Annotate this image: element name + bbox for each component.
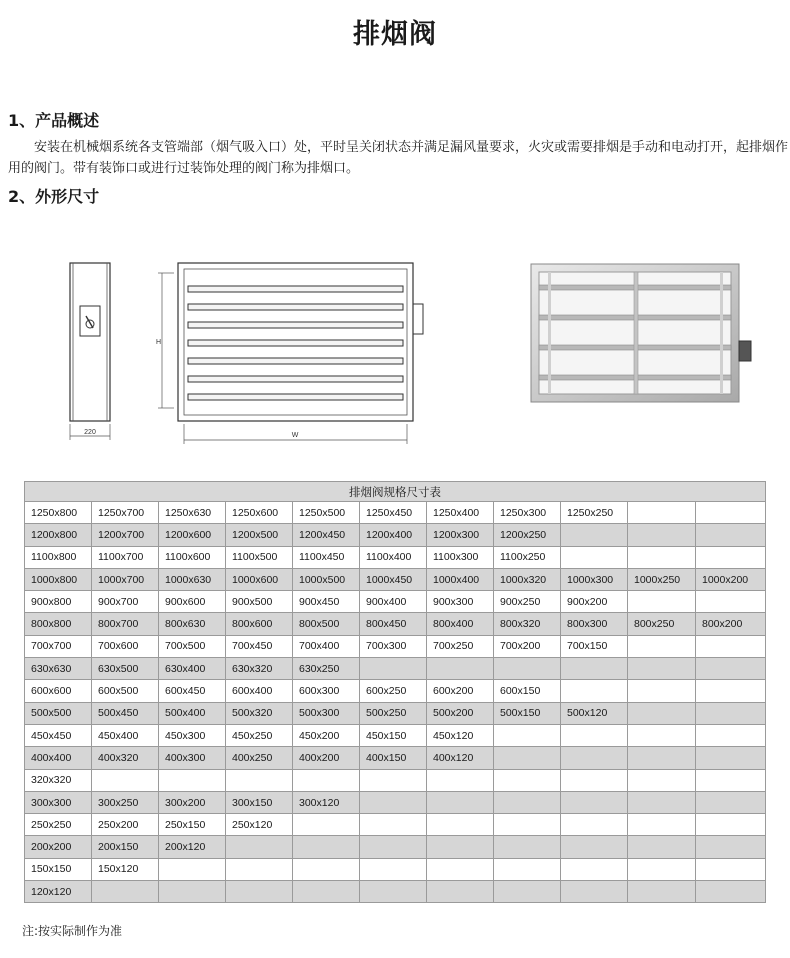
table-cell: 800x500 [293,613,360,635]
table-cell [696,680,766,702]
table-cell [628,702,696,724]
table-cell: 150x150 [25,858,92,880]
table-row [25,568,766,590]
table-cell: 630x320 [226,658,293,680]
table-cell: 120x120 [25,881,92,903]
table-cell: 900x800 [25,591,92,613]
table-cell [494,836,561,858]
table-cell [696,635,766,657]
table-cell: 1000x600 [226,568,293,590]
table-cell [159,858,226,880]
table-cell [92,769,159,791]
table-cell: 450x150 [360,724,427,746]
table-cell [628,546,696,568]
table-cell [360,791,427,813]
table-cell: 900x400 [360,591,427,613]
table-cell: 200x120 [159,836,226,858]
table-cell: 900x300 [427,591,494,613]
table-cell [427,858,494,880]
table-cell: 200x200 [25,836,92,858]
table-cell: 300x300 [25,791,92,813]
table-cell [561,747,628,769]
table-cell [628,658,696,680]
table-cell: 900x500 [226,591,293,613]
table-cell [628,858,696,880]
table-cell: 630x400 [159,658,226,680]
table-cell: 630x630 [25,658,92,680]
table-cell [360,881,427,903]
table-cell: 600x300 [293,680,360,702]
table-cell: 250x120 [226,814,293,836]
table-cell: 600x450 [159,680,226,702]
table-row [25,769,766,791]
table-cell [561,836,628,858]
table-row [25,747,766,769]
table-cell [427,791,494,813]
table-cell: 1200x250 [494,524,561,546]
table-cell: 200x150 [92,836,159,858]
table-cell: 700x450 [226,635,293,657]
table-cell: 600x200 [427,680,494,702]
table-cell [427,769,494,791]
table-cell [360,836,427,858]
table-cell: 1200x500 [226,524,293,546]
table-cell: 1200x800 [25,524,92,546]
table-cell: 400x320 [92,747,159,769]
table-cell: 900x450 [293,591,360,613]
table-cell: 320x320 [25,769,92,791]
table-cell: 1250x450 [360,502,427,524]
table-cell: 1250x500 [293,502,360,524]
side-dimension-label: 220 [84,429,96,436]
table-cell: 1000x800 [25,568,92,590]
table-cell: 1250x700 [92,502,159,524]
table-cell [696,591,766,613]
table-cell: 450x400 [92,724,159,746]
table-cell [226,836,293,858]
spec-table [24,481,766,903]
table-cell [628,591,696,613]
table-cell [696,814,766,836]
table-cell: 700x200 [494,635,561,657]
table-cell: 630x250 [293,658,360,680]
table-cell: 1250x300 [494,502,561,524]
table-cell [494,769,561,791]
table-cell: 700x400 [293,635,360,657]
table-cell [427,836,494,858]
table-cell: 700x250 [427,635,494,657]
table-cell [696,702,766,724]
table-cell [628,724,696,746]
table-cell: 1250x800 [25,502,92,524]
table-cell: 800x320 [494,613,561,635]
table-cell: 700x700 [25,635,92,657]
table-cell [226,769,293,791]
table-cell: 800x250 [628,613,696,635]
table-cell: 1000x700 [92,568,159,590]
table-row [25,881,766,903]
table-cell [628,524,696,546]
table-cell: 500x500 [25,702,92,724]
table-cell: 1250x600 [226,502,293,524]
table-cell: 300x150 [226,791,293,813]
table-cell: 600x150 [494,680,561,702]
table-cell: 800x700 [92,613,159,635]
page-title: 排烟阀 [353,19,437,50]
table-cell: 1100x600 [159,546,226,568]
table-cell [226,881,293,903]
table-cell: 630x500 [92,658,159,680]
table-cell: 800x450 [360,613,427,635]
table-row [25,814,766,836]
table-cell: 900x250 [494,591,561,613]
front-view-drawing [150,258,435,448]
table-cell: 450x300 [159,724,226,746]
table-cell: 1200x300 [427,524,494,546]
section-heading-overview: 1、产品概述 [8,111,100,130]
table-cell: 500x450 [92,702,159,724]
table-cell [696,747,766,769]
table-cell: 500x150 [494,702,561,724]
table-cell: 450x120 [427,724,494,746]
table-cell: 450x450 [25,724,92,746]
table-cell: 1000x450 [360,568,427,590]
table-row [25,524,766,546]
table-cell: 500x400 [159,702,226,724]
table-cell: 400x400 [25,747,92,769]
table-cell [561,881,628,903]
table-cell [696,524,766,546]
table-cell [628,769,696,791]
table-cell [696,836,766,858]
table-cell: 450x200 [293,724,360,746]
table-cell [561,546,628,568]
table-cell: 1100x800 [25,546,92,568]
table-row [25,724,766,746]
table-cell [427,658,494,680]
table-cell [92,881,159,903]
table-row [25,702,766,724]
table-cell: 1100x250 [494,546,561,568]
table-cell [561,814,628,836]
table-cell [360,858,427,880]
table-cell: 150x120 [92,858,159,880]
table-cell [360,658,427,680]
table-cell: 1250x250 [561,502,628,524]
table-cell: 700x600 [92,635,159,657]
table-row [25,791,766,813]
table-cell: 500x200 [427,702,494,724]
table-cell [561,858,628,880]
table-row [25,836,766,858]
table-cell: 900x700 [92,591,159,613]
table-cell: 250x150 [159,814,226,836]
table-cell: 1200x700 [92,524,159,546]
table-cell [494,791,561,813]
table-cell: 800x800 [25,613,92,635]
table-cell: 800x400 [427,613,494,635]
table-cell: 400x200 [293,747,360,769]
table-cell: 1200x600 [159,524,226,546]
table-cell [494,881,561,903]
table-cell: 500x320 [226,702,293,724]
table-row [25,858,766,880]
table-cell: 500x300 [293,702,360,724]
table-cell [561,658,628,680]
table-cell: 800x600 [226,613,293,635]
table-cell [293,769,360,791]
width-label: W [291,432,299,439]
table-cell [696,546,766,568]
table-cell: 1200x450 [293,524,360,546]
table-cell: 300x120 [293,791,360,813]
table-cell [696,791,766,813]
overview-paragraph: 安装在机械烟系统各支管端部（烟气吸入口）处，平时呈关闭状态并满足漏风量要求，火灾或需要排烟是手动和电动打开，起排烟作用的阀门。带有装饰口或进行过装饰处理的阀门称为排烟口。 [8,140,789,176]
footnote: 注:按实际制作为准 [22,924,123,938]
dimension-drawings [0,250,790,450]
table-cell [628,791,696,813]
table-cell: 900x600 [159,591,226,613]
table-cell: 1100x700 [92,546,159,568]
table-cell [628,747,696,769]
table-cell: 600x400 [226,680,293,702]
table-cell: 1000x630 [159,568,226,590]
table-cell [628,814,696,836]
table-cell: 1100x500 [226,546,293,568]
table-cell [561,724,628,746]
table-cell [696,502,766,524]
table-cell: 1100x300 [427,546,494,568]
table-row [25,680,766,702]
table-cell: 600x500 [92,680,159,702]
table-cell [293,881,360,903]
table-cell [628,881,696,903]
table-cell [628,502,696,524]
table-cell: 400x300 [159,747,226,769]
table-cell: 800x300 [561,613,628,635]
table-cell [293,836,360,858]
table-cell [360,814,427,836]
table-cell [628,680,696,702]
section-heading-dimensions: 2、外形尺寸 [8,187,100,206]
table-cell [159,769,226,791]
table-cell: 1000x400 [427,568,494,590]
table-cell: 700x500 [159,635,226,657]
table-cell: 1000x300 [561,568,628,590]
height-label: H [156,339,162,346]
table-cell [561,769,628,791]
table-cell [561,791,628,813]
table-cell: 600x250 [360,680,427,702]
table-cell [159,881,226,903]
table-cell [561,524,628,546]
table-cell: 800x200 [696,613,766,635]
table-cell [360,769,427,791]
table-row [25,546,766,568]
table-cell [494,858,561,880]
table-row [25,658,766,680]
table-cell [628,836,696,858]
table-cell: 300x250 [92,791,159,813]
table-row [25,635,766,657]
table-cell: 500x120 [561,702,628,724]
table-cell: 1250x400 [427,502,494,524]
table-cell: 250x250 [25,814,92,836]
table-cell: 400x250 [226,747,293,769]
table-cell: 700x150 [561,635,628,657]
table-cell: 1200x400 [360,524,427,546]
table-cell: 1100x450 [293,546,360,568]
table-cell: 1100x400 [360,546,427,568]
table-cell: 1000x250 [628,568,696,590]
table-cell: 900x200 [561,591,628,613]
table-cell [696,658,766,680]
table-cell: 700x300 [360,635,427,657]
table-cell [427,814,494,836]
table-cell: 450x250 [226,724,293,746]
table-cell [696,769,766,791]
table-cell: 1000x200 [696,568,766,590]
table-cell [226,858,293,880]
table-cell: 400x150 [360,747,427,769]
table-cell: 1250x630 [159,502,226,524]
table-row [25,502,766,524]
table-cell: 300x200 [159,791,226,813]
table-cell [494,724,561,746]
side-view-drawing [60,258,120,448]
product-photo [530,263,755,405]
table-cell [628,635,696,657]
table-cell: 500x250 [360,702,427,724]
table-cell [696,724,766,746]
table-cell [494,658,561,680]
table-cell [696,858,766,880]
table-cell [494,814,561,836]
table-cell [293,814,360,836]
table-title: 排烟阀规格尺寸表 [25,482,766,502]
table-cell: 600x600 [25,680,92,702]
table-cell [494,747,561,769]
table-row [25,591,766,613]
table-cell: 800x630 [159,613,226,635]
table-cell [561,680,628,702]
table-cell: 1000x320 [494,568,561,590]
table-row [25,613,766,635]
table-cell [427,881,494,903]
table-cell: 250x200 [92,814,159,836]
table-cell [696,881,766,903]
table-cell: 1000x500 [293,568,360,590]
table-cell: 400x120 [427,747,494,769]
table-cell [293,858,360,880]
